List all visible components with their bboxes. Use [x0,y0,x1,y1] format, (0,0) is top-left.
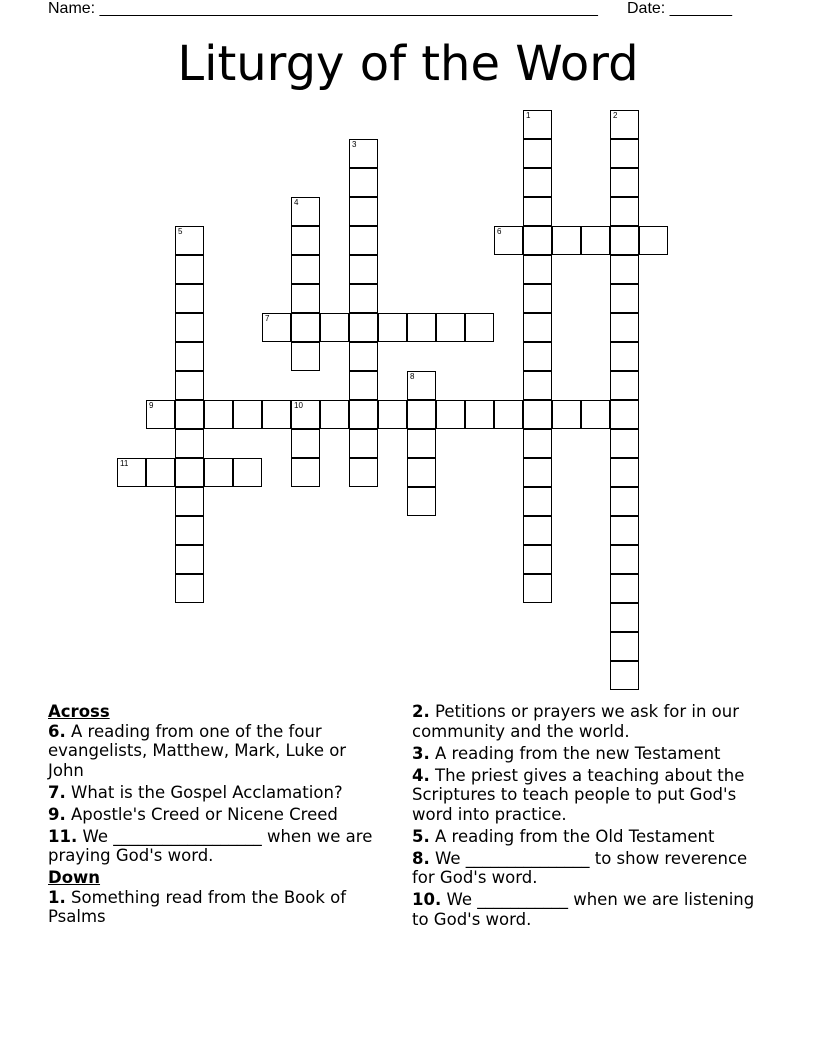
grid-cell[interactable] [291,313,320,342]
clue-down-8 [412,849,757,888]
clue-number: 9. [48,804,66,824]
grid-cell[interactable] [407,313,436,342]
grid-cell[interactable] [320,400,349,429]
grid-cell[interactable] [610,139,639,168]
clue-across-6 [48,722,380,781]
grid-cell[interactable] [175,429,204,458]
grid-cell[interactable] [610,545,639,574]
grid-cell[interactable] [494,226,523,255]
grid-cell[interactable] [581,226,610,255]
grid-cell[interactable] [262,313,291,342]
clue-number: 11. [48,826,78,846]
grid-cell[interactable] [523,342,552,371]
grid-cell[interactable] [146,400,175,429]
grid-cell[interactable] [523,574,552,603]
grid-cell[interactable] [204,458,233,487]
grid-cell[interactable] [349,139,378,168]
clue-number-label: 7 [265,314,270,323]
grid-cell[interactable] [291,342,320,371]
clue-across-11 [48,827,380,866]
grid-cell[interactable] [523,284,552,313]
clue-number: 2. [412,702,430,721]
grid-cell[interactable] [233,400,262,429]
clue-number: 10. [412,890,442,909]
grid-cell[interactable] [349,255,378,284]
grid-cell[interactable] [523,400,552,429]
clue-number-label: 1 [526,111,531,120]
grid-cell[interactable] [610,574,639,603]
grid-cell[interactable] [175,487,204,516]
grid-cell[interactable] [523,139,552,168]
name-field[interactable]: Name: ________________________________________________________ [48,0,598,17]
clue-number-label: 2 [613,111,618,120]
grid-cell[interactable] [175,255,204,284]
grid-cell[interactable] [436,313,465,342]
grid-cell[interactable] [175,226,204,255]
clue-text: A reading from the Old Testament [435,826,715,846]
grid-cell[interactable] [291,284,320,313]
grid-cell[interactable] [610,110,639,139]
grid-cell[interactable] [436,400,465,429]
grid-cell[interactable] [610,516,639,545]
clue-text: We ___________ when we are listening to God's word. [412,890,755,929]
clue-number-label: 9 [149,401,154,410]
clue-down-4 [412,766,757,825]
grid-cell[interactable] [320,313,349,342]
clue-number: 1. [48,887,66,907]
clue-number: 7. [48,782,66,802]
grid-cell[interactable] [523,487,552,516]
grid-cell[interactable] [610,429,639,458]
grid-cell[interactable] [262,400,291,429]
grid-cell[interactable] [349,458,378,487]
down-heading: Down [48,868,101,887]
clue-text: A reading from the new Testament [435,743,721,763]
clue-down-10 [412,890,757,929]
grid-cell[interactable] [610,197,639,226]
grid-cell[interactable] [291,458,320,487]
clue-text: Petitions or prayers we ask for in our community and the world. [412,702,740,741]
clue-text: We _______________ to show reverence for God's word. [412,848,748,887]
grid-cell[interactable] [175,313,204,342]
grid-cell[interactable] [349,429,378,458]
clues-right-column [412,702,757,932]
clue-number: 8. [412,848,430,868]
grid-cell[interactable] [175,284,204,313]
grid-cell[interactable] [291,255,320,284]
clue-number: 3. [412,743,430,763]
grid-cell[interactable] [407,400,436,429]
clue-text: Something read from the Book of Psalms [48,887,347,926]
clue-number-label: 11 [120,459,129,468]
grid-cell[interactable] [610,342,639,371]
clue-text: The priest gives a teaching about the Scriptures to teach people to put God's word into practice. [412,765,745,824]
grid-cell[interactable] [523,110,552,139]
grid-cell[interactable] [465,400,494,429]
grid-cell[interactable] [610,284,639,313]
grid-cell[interactable] [291,400,320,429]
clue-number-label: 6 [497,227,502,236]
clue-text: A reading from one of the four evangelists, Matthew, Mark, Luke or John [48,721,347,780]
grid-cell[interactable] [610,168,639,197]
grid-cell[interactable] [610,603,639,632]
grid-cell[interactable] [291,197,320,226]
across-heading: Across [48,702,110,721]
clue-number: 5. [412,826,430,846]
clue-text: Apostle's Creed or Nicene Creed [71,804,338,824]
clue-number-label: 10 [294,401,303,410]
grid-cell[interactable] [552,400,581,429]
grid-cell[interactable] [523,168,552,197]
grid-cell[interactable] [233,458,262,487]
grid-cell[interactable] [349,342,378,371]
grid-cell[interactable] [523,313,552,342]
grid-cell[interactable] [610,458,639,487]
grid-cell[interactable] [610,313,639,342]
grid-cell[interactable] [349,371,378,400]
grid-cell[interactable] [523,516,552,545]
grid-cell[interactable] [523,197,552,226]
grid-cell[interactable] [175,574,204,603]
clue-number-label: 8 [410,372,415,381]
clue-across-7 [48,783,380,803]
clue-number: 4. [412,765,430,785]
grid-cell[interactable] [523,458,552,487]
clue-number-label: 5 [178,227,183,236]
grid-cell[interactable] [523,226,552,255]
grid-cell[interactable] [610,371,639,400]
grid-cell[interactable] [378,313,407,342]
clue-text: What is the Gospel Acclamation? [71,782,343,802]
grid-cell[interactable] [378,400,407,429]
grid-cell[interactable] [146,458,175,487]
clue-down-5 [412,827,757,847]
clue-down-3 [412,744,757,764]
grid-cell[interactable] [175,342,204,371]
page-title: Liturgy of the Word [177,36,639,92]
clue-text: We __________________ when we are praying God's word. [48,826,373,865]
grid-cell[interactable] [175,545,204,574]
clue-down-1 [48,888,380,927]
grid-cell[interactable] [610,226,639,255]
grid-cell[interactable] [610,487,639,516]
grid-cell[interactable] [523,255,552,284]
grid-cell[interactable] [291,429,320,458]
grid-cell[interactable] [349,168,378,197]
grid-cell[interactable] [581,400,610,429]
grid-cell[interactable] [407,487,436,516]
grid-cell[interactable] [407,429,436,458]
grid-cell[interactable] [523,429,552,458]
grid-cell[interactable] [407,371,436,400]
clue-down-2 [412,702,757,741]
grid-cell[interactable] [175,516,204,545]
grid-cell[interactable] [610,632,639,661]
clue-number-label: 3 [352,140,357,149]
grid-cell[interactable] [349,226,378,255]
grid-cell[interactable] [610,661,639,690]
clues-left-column [48,702,380,929]
grid-cell[interactable] [175,400,204,429]
grid-cell[interactable] [494,400,523,429]
date-field[interactable]: Date: _______ [627,0,732,17]
grid-cell[interactable] [639,226,668,255]
grid-cell[interactable] [349,313,378,342]
grid-cell[interactable] [552,226,581,255]
grid-cell[interactable] [523,545,552,574]
grid-cell[interactable] [349,400,378,429]
grid-cell[interactable] [175,458,204,487]
clue-across-9 [48,805,380,825]
grid-cell[interactable] [610,400,639,429]
grid-cell[interactable] [407,458,436,487]
clue-number: 6. [48,721,66,741]
grid-cell[interactable] [523,371,552,400]
grid-cell[interactable] [291,226,320,255]
grid-cell[interactable] [610,255,639,284]
grid-cell[interactable] [175,371,204,400]
grid-cell[interactable] [349,284,378,313]
grid-cell[interactable] [349,197,378,226]
grid-cell[interactable] [117,458,146,487]
clue-number-label: 4 [294,198,299,207]
grid-cell[interactable] [204,400,233,429]
grid-cell[interactable] [465,313,494,342]
